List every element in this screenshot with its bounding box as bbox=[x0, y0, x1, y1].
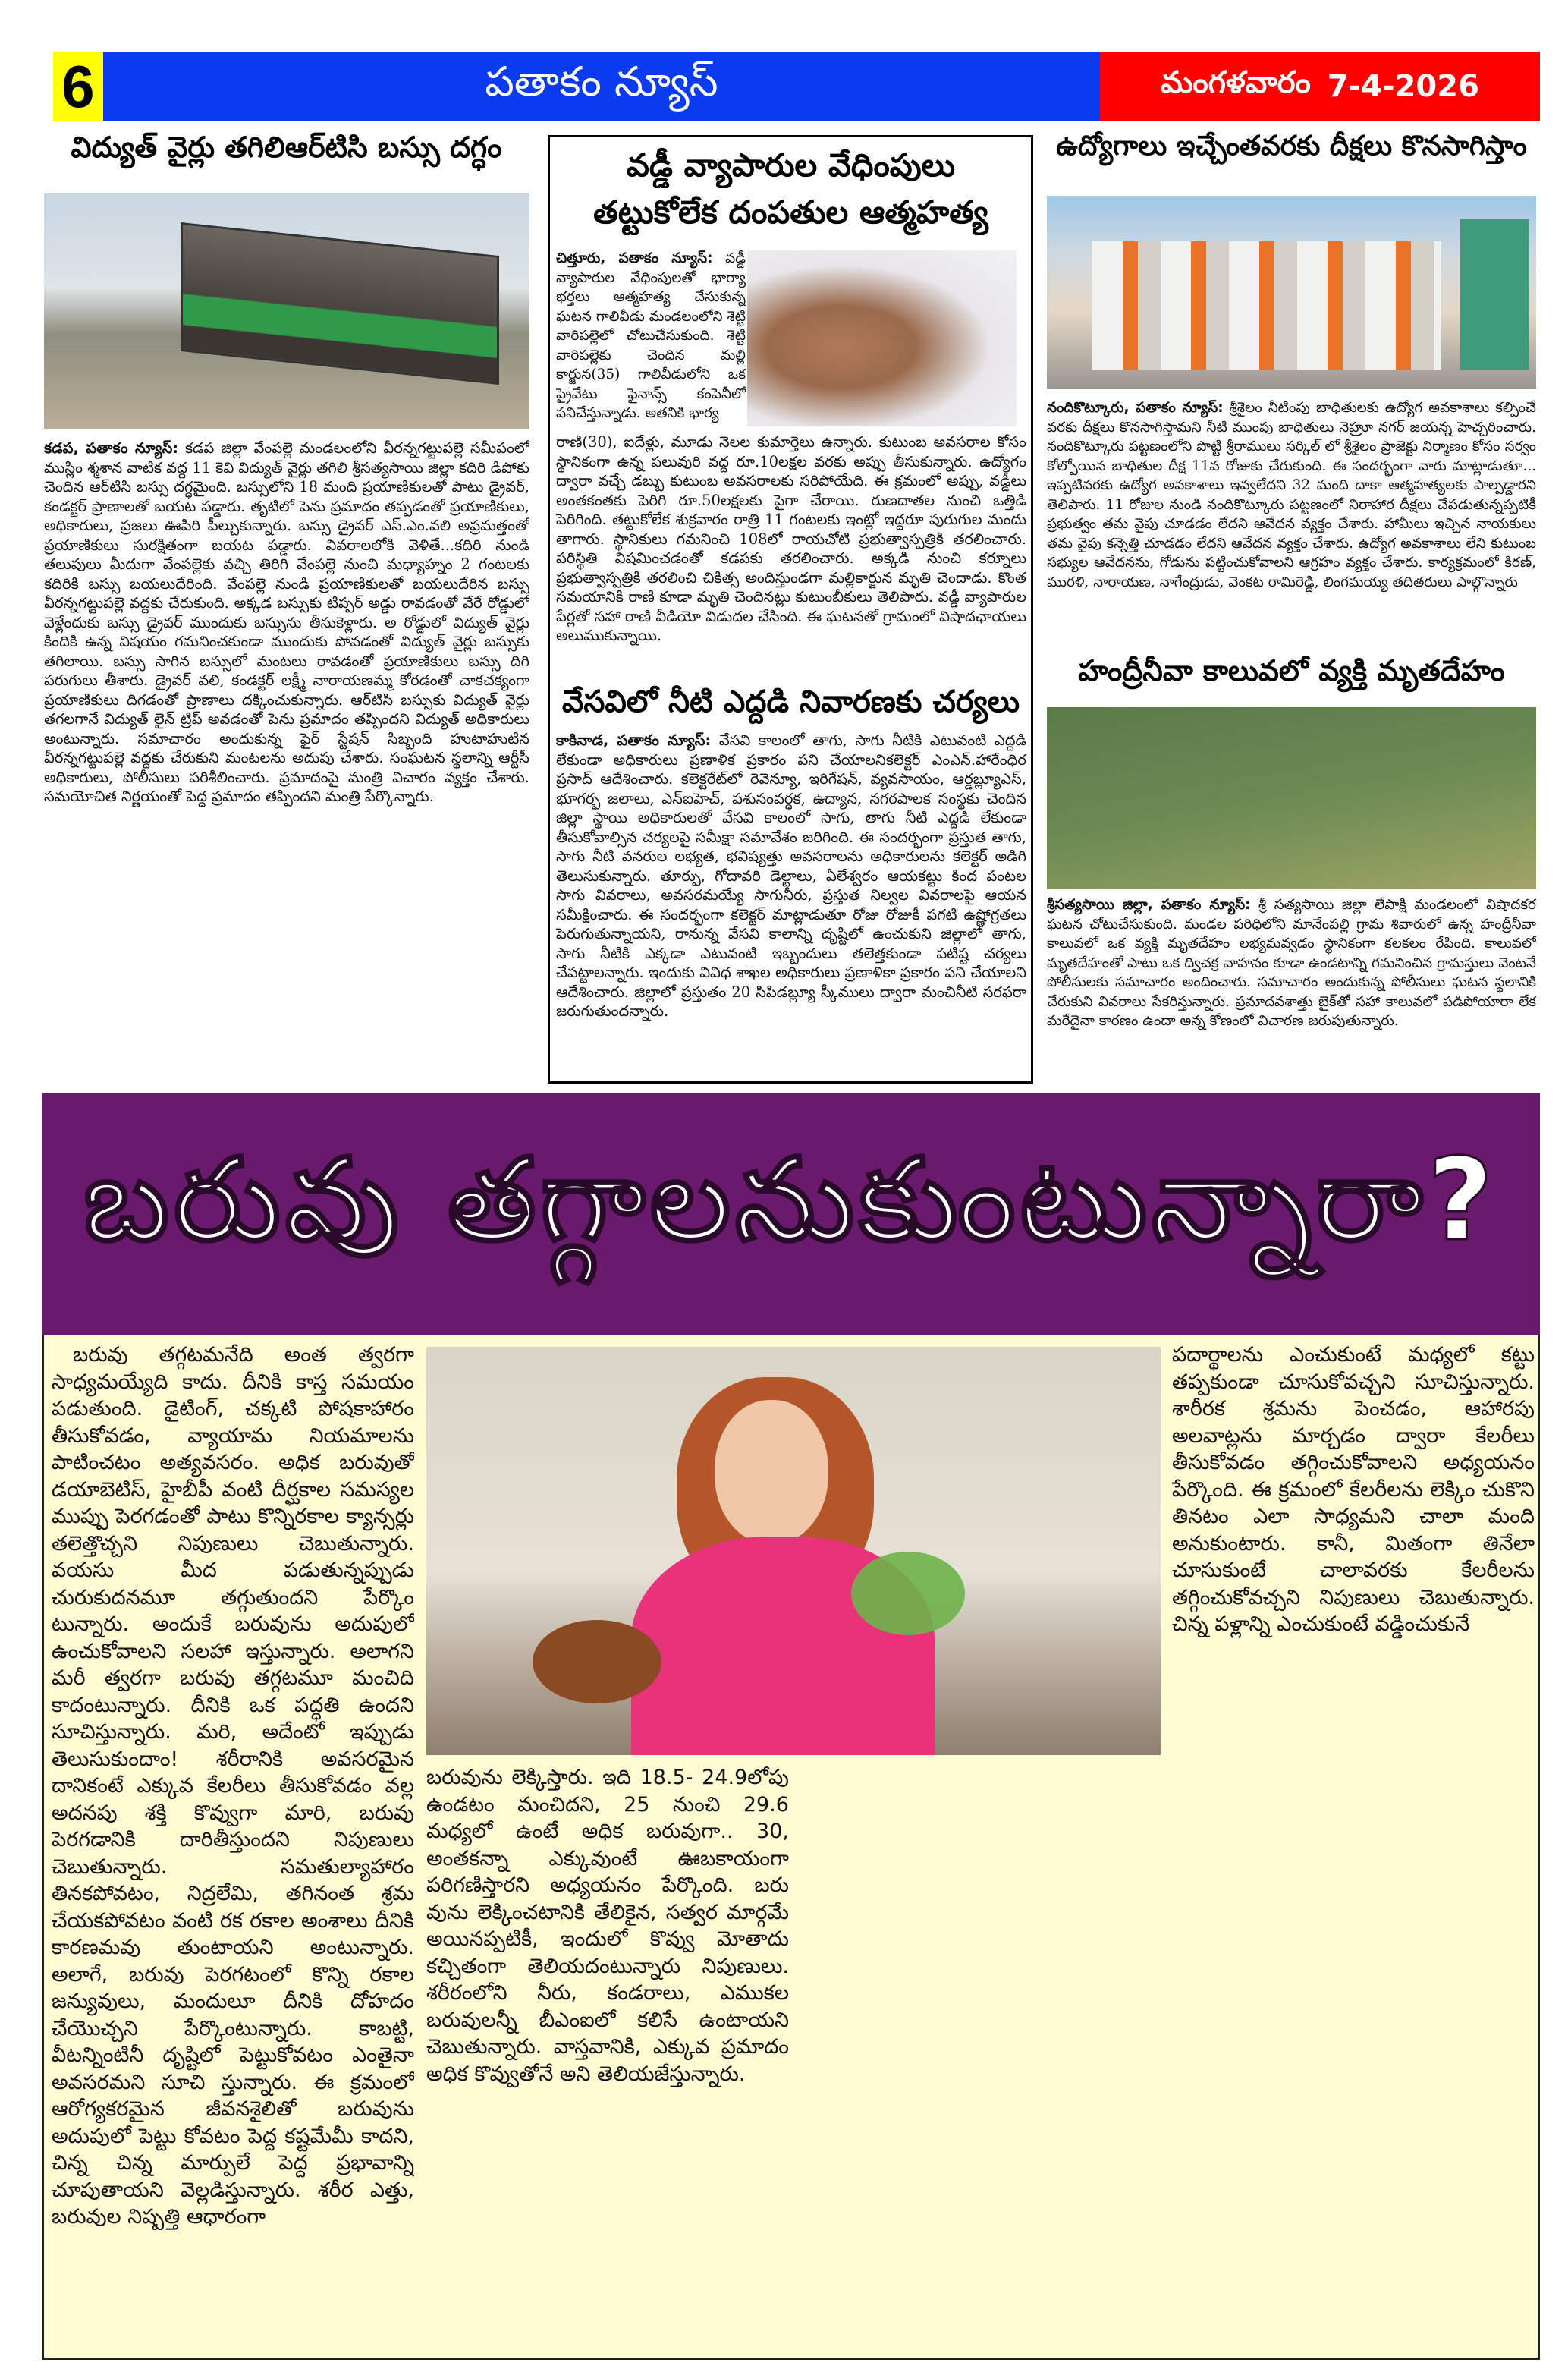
page-number: 6 bbox=[53, 52, 103, 121]
dateline: శ్రీసత్యసాయి జిల్లా, పతాకం న్యూస్: bbox=[1047, 897, 1251, 913]
article-text: శ్రీశైలం నీటింపు బాధితులకు ఉద్యోగ అవకాశాలు కల్పించే వరకు దీక్షలు కొనసాగిస్తామని నీటి ముంపు బాధితులు నెహ్రూ నగర్ జయన్న హెచ్చరించారు. నందికొట్కూరు పట్టణంలోని పొట్టి శ్రీరాములు సర్కిల్ లో శ్రీశైలం ప్రాజెక్టు నిర్మాణం కోసం సర్వం కోల్పోయిన బాధితుల దీక్ష 11వ రోజుకు చేరుకుంది. ఈ సందర్భంగా వారు మాట్లాడుతూ... ఇప్పటివరకు ఉద్యోగ అవకాశాలు ఇవ్వలేదని 32 మంది దాకా ఆత్మహత్యలకు పాల్పడ్డారని తెలిపారు. 11 రోజుల నుండి నందికొట్కూరు పట్టణంలో నిరాహార దీక్షలు చేపడుతున్నప్పటికీ ప్రభుత్వం తమ వైపు చూడడం లేదని ఆవేదన వ్యక్తం చేశారు. హామీలు ఇచ్చిన నాయకులు తమ వైపు కన్నెత్తి చూడడం లేదని ఆవేదన వ్యక్తం చేశారు. ఉద్యోగ అవకాశాలు లేని కుటుంబ సభ్యుల ఆవేదనను, గోడును పట్టించుకోవాలని ఆగ్రహం వ్యక్తం చేశారు. కార్యక్రమంలో కిరణ్, మురళి, నారాయణ, నాగేంద్రుడు, వెంకట రామిరెడ్డి, లింగమయ్య తదితరులు పాల్గొన్నారు bbox=[1047, 400, 1536, 590]
canal-water-photo bbox=[1047, 707, 1536, 889]
water-headline: వేసవిలో నీటి ఎద్దడి నివారణకు చర్యలు bbox=[561, 684, 1020, 719]
protest-body bbox=[1047, 398, 1536, 649]
feature-column-1: బరువు తగ్గటమనేది అంత త్వరగా సాధ్యమయ్యేది కాదు. దీనికి కాస్త సమయం పడుతుంది. డైటింగ్, చక్కటి పోషకాహారం తీసుకోవడం, వ్యాయామ నియమాలను పాటించటం అత్యవసరం. అధిక బరువుతో డయాబెటిస్, హైబీపీ వంటి దీర్ఘకాల సమస్యల ముప్పు పెరగడంతో పాటు కొన్నిరకాల క్యాన్సర్లు తలెత్తొచ్చని నిపుణులు చెబుతున్నారు. వయసు మీద పడుతున్నప్పుడు చురుకుదనమూ తగ్గుతుందని పేర్కొం టున్నారు. అందుకే బరువును అదుపులో ఉంచుకోవాలని సలహా ఇస్తున్నారు. అలాగని మరీ త్వరగా బరువు తగ్గటమూ మంచిది కాదంటున్నారు. దీనికి ఒక పద్ధతి ఉందని సూచిస్తున్నారు. మరి, అదేంటో ఇప్పుడు తెలుసుకుందాం! శరీరానికి అవసరమైన దానికంటే ఎక్కువ కేలరీలు తీసుకోవడం వల్ల అదనపు శక్తి కొవ్వుగా మారి, బరువు పెరగడానికి దారితీస్తుందని నిపుణులు చెబుతున్నారు. సమతుల్యాహారం తినకపోవటం, నిద్రలేమి, తగినంత శ్రమ చేయకపోవటం వంటి రక రకాల అంశాలు దీనికి కారణమవు తుంటాయని అంటున్నారు. అలాగే, బరువు పెరగటంలో కొన్ని రకాల జన్యువులు, మందులూ దీనికి దోహదం చేయొచ్చని పేర్కొంటున్నారు. కాబట్టి, వీటన్నింటినీ దృష్టిలో పెట్టుకోవటం ఎంతైనా అవసరమని సూచి స్తున్నారు. ఈ క్రమంలో ఆరోగ్యకరమైన జీవనశైలితో బరువును అదుపులో పెట్టు కోవటం పెద్ద కష్టమేమీ కాదని, చిన్న చిన్న మార్పులే పెద్ద ప్రభావాన్ని చూపుతాయని వెల్లడిస్తున్నారు. శరీర ఎత్తు, బరువుల నిష్పత్తి ఆధారంగా bbox=[52, 1343, 414, 2229]
feature-column-2: బరువును లెక్కిస్తారు. ఇది 18.5- 24.9లోపు ఉండటం మంచిదని, 25 నుంచి 29.6 మధ్యలో ఉంటే అధిక బరువుగా.. 30, అంతకన్నా ఎక్కువుంటే ఊబకాయంగా పరిగణిస్తారని అధ్యయనం పేర్కొంది. బరు వును లెక్కించటానికి తేలికైన, సత్వర మార్గమే అయినప్పటికీ, ఇందులో కొవ్వు మోతాదు కచ్చితంగా తెలియదంటున్నారు నిపుణులు. శరీరంలోని నీరు, కండరాలు, ఎముకల బరువులన్నీ బీఎంఐలో కలిసే ఉంటాయని చెబుతున్నారు. వాస్తవానికి, ఎక్కువ ప్రమాదం అధిక కొవ్వుతోనే అని తెలియజేస్తున్నారు. bbox=[426, 1766, 789, 2086]
suicide-headline-line2: తట్టుకోలేక దంపతుల ఆత్మహత్య bbox=[593, 193, 988, 231]
canal-body bbox=[1047, 895, 1536, 1081]
protesters-with-garlands-photo bbox=[1047, 196, 1536, 389]
issue-date-bar bbox=[1100, 52, 1540, 121]
suicide-headline-line1: వడ్డీ వ్యాపారుల వేధింపులు bbox=[627, 146, 955, 184]
canal-headline: హంద్రీనీవా కాలువలో వ్యక్తి మృతదేహం bbox=[1078, 654, 1505, 687]
feature-headline-banner bbox=[42, 1093, 1540, 1335]
article-text: కడప జిల్లా వేంపల్లె మండలంలోని వీరన్నగట్టుపల్లె సమీపంలో ముస్లిం శ్మశాన వాటిక వద్ద 11 కెవి విద్యుత్ వైర్లు తగిలి శ్రీసత్యసాయి జిల్లా కదిరి డిపోకు చెందిన ఆర్‌టిసి బస్సు దగ్ధమైంది. బస్సులోని 18 మంది ప్రయాణికులతో పాటు డ్రైవర్, కండక్టర్ ప్రాణాలతో బయట పడ్డారు. తృటిలో పెను ప్రమాదం తప్పడంతో ప్రయాణికులు, అధికారులు, ప్రజలు ఊపిరి పీల్చుకున్నారు. బస్సు డ్రైవర్ ఎస్.ఎం.వలి అప్రమత్తంతో ప్రయాణికులు సురక్షితంగా బయట పడ్డారు. వివరాలలోకి వెళితే...కదిరి నుండి తలుపులు మీదుగా వేంపల్లెకు వచ్చి తిరిగి వేంపల్లె నుంచి మధ్యాహ్నం 2 గంటలకు కదిరికి బస్సు బయలుదేరింది. వేంపల్లె నుండి ప్రయాణికులతో బయలుదేరిన బస్సు వీరన్నగట్టుపల్లె వద్దకు చేరుకుంది. అక్కడ బస్సుకు టిప్పర్ అడ్డు రావడంతో వేరే రోడ్డులో వెళ్లేందుకు బస్సు డ్రైవర్ ముందుకు బస్సును తీసుకెళ్లారు. అ రోడ్డులో విద్యుత్ వైర్లు కిందికి ఉన్న విషయం గమనించకుండా ముందుకు పోవడంతో విద్యుత్ వైర్లు బస్సుకు తగిలాయి. బస్సు సాగిన బస్సులో మంటలు రావడంతో ప్రయాణికులు బస్సు దిగి పరుగులు తీశారు. డ్రైవర్ వలి, కండక్టర్ లక్ష్మీ నారాయణమ్మ కోరడంతో చాకచక్యంగా ప్రయాణికులు దిగడంతో ప్రాణాలు దక్కించుకున్నారు. ఆర్‌టిసి బస్సుకు విద్యుత్ వైర్లు తగలగానే విద్యుత్ లైన్ ట్రిప్ అవడంతో పెను ప్రమాదం తప్పిందని విద్యుత్ అధికారులు అంటున్నారు. సమాచారం అందుకున్న ఫైర్ స్టేషన్ సిబ్బంది హుటాహుటిన వీరన్నగట్టుపల్లె వద్దకు చేరుకుని మంటలను అదుపు చేశారు. సంఘటన స్థలాన్ని ఆర్టీసీ అధికారులు, పోలీసులు పరిశీలించారు. ప్రమాదంపై మంత్రి విచారం వ్యక్తం చేశారు. సమయోచిత నిర్ణయంతో పెద్ద ప్రమాదం తప్పిందని మంత్రి పేర్కొన్నారు. bbox=[44, 439, 529, 805]
woman-choosing-between-junk-food-and-salad-photo bbox=[426, 1347, 1161, 1755]
newspaper-title: పతాకం న్యూస్ bbox=[103, 52, 1100, 121]
issue-date: 7-4-2026 bbox=[1327, 69, 1479, 104]
suicide-body: రాణి(30), ఐదేళ్లు, మూడు నెలల కుమార్తెలు ఉన్నారు. కుటుంబ అవసరాల కోసం స్థానికంగా ఉన్న పలువురి వద్ద రూ.10లక్షల వరకు అప్పు తీసుకున్నారు. ఉద్యోగం ద్వారా వచ్చే డబ్బు కుటుంబ అవసరాలకు సరిపోయేది. ఈ క్రమంలో అప్పు, వడ్డీలు అంతకంతకు పెరిగి రూ.50లక్షలకు పైగా చేరాయి. రుణదాతల నుంచి ఒత్తిడి పెరిగింది. తట్టుకోలేక శుక్రవారం రాత్రి 11 గంటలకు ఇంట్లో ఇద్దరూ పురుగుల మందు తాగారు. స్థానికులు గమనించి 108లో రాయచోటి ప్రభుత్వాస్పత్రికి తరలించారు. పరిస్థితి విషమించడంతో కడపకు తరలించారు. అక్కడి నుంచి కర్నూలు ప్రభుత్వాస్పత్రికి తరలించి చికిత్స అందిస్తుండగా మల్లికార్జున మృతి చెందాడు. కొంత సమయానికి రాణి కూడా మృతి చెందినట్లు కుటుంబీకులు తెలిపారు. వడ్డీ వ్యాపారుల పేర్లతో సహా రాణి వీడియో విడుదల చేసింది. ఈ ఘటనతో గ్రామంలో విషాదఛాయలు అలుముకున్నాయి. bbox=[556, 433, 1026, 644]
issue-day: మంగళవారం bbox=[1161, 65, 1311, 100]
dateline: చిత్తూరు, పతాకం న్యూస్: bbox=[556, 250, 713, 266]
dateline: నందికొట్కూరు, పతాకం న్యూస్: bbox=[1047, 400, 1224, 416]
dateline: కాకినాడ, పతాకం న్యూస్: bbox=[556, 731, 712, 749]
suicide-body-side bbox=[556, 249, 746, 431]
man-on-hospital-bed-photo bbox=[747, 250, 1017, 426]
burnt-bus-photo bbox=[44, 193, 529, 429]
article-text: వడ్డీ వ్యాపారుల వేధింపులతో భార్యా భర్తలు ఆత్మహత్య చేసుకున్న ఘటన గాలివీడు మండలంలోని శెట్టి వారిపల్లెలో చోటుచేసుకుంది. శెట్టి వారిపల్లెకు చెందిన మల్లి కార్జున(35) గాలివీడులోని ఒక ప్రైవేటు ఫైనాన్స్ కంపెనీలో పనిచేస్తున్నాడు. అతనికి భార్య bbox=[556, 250, 746, 421]
feature-column-4: పదార్థాలను ఎంచుకుంటే మధ్యలో కట్టు తప్పకుండా చూసుకోవచ్చని సూచిస్తున్నారు. శారీరక శ్రమను పెంచడం, ఆహారపు అలవాట్లను మార్చడం ద్వారా కేలరీలు తీసుకోవడం తగ్గించుకోవాలని అధ్యయనం పేర్కొంది. ఈ క్రమంలో కేలరీలను లెక్కిం చుకొని తినటం ఎలా సాధ్యమని చాలా మంది అనుకుంటారు. కానీ, మితంగా తినేలా చూసుకుంటే చాలావరకు కేలరీలను తగ్గించుకోవచ్చని నిపుణులు చెబుతున్నారు. చిన్న పళ్లాన్ని ఎంచుకుంటే వడ్డించుకునే bbox=[1172, 1343, 1535, 1636]
bus-fire-body bbox=[44, 439, 529, 1084]
article-text: వేసవి కాలంలో తాగు, సాగు నీటికి ఎటువంటి ఎద్దడి లేకుండా అధికారులు ప్రణాళిక ప్రకారం పని చేయాలనికలెక్టర్ ఎంఎన్.హారేంధిర ప్రసాద్ ఆదేశించారు. కలెక్టరేట్‌లో రెవెన్యూ, ఇరిగేషన్, వ్యవసాయం, ఆర్డబ్ల్యూఎస్, భూగర్భ జలాలు, ఎన్ఐహెచ్, పశుసంవర్ధక, ఉద్యాన, నగరపాలక సంస్థకు చెందిన జిల్లా స్థాయి అధికారులతో వేసవి కాలంలో సాగు, తాగు నీటి ఎద్దడి లేకుండా తీసుకోవాల్సిన చర్యలపై సమీక్షా సమావేశం జరిగింది. ఈ సందర్భంగా ప్రస్తుత తాగు, సాగు నీటి వనరుల లభ్యత, భవిష్యత్తు అవసరాలను అధికారులను కలెక్టర్ అడిగి తెలుసుకున్నారు. తూర్పు, గోదావరి డెల్టాలు, ఏలేశ్వరం ఆయకట్టు కింద పంటల సాగు వివరాలు, అవసరమయ్యే సాగునీరు, ప్రస్తుత నిల్వల వివరాలపై ఆయన సమీక్షించారు. ఈ సందర్భంగా కలెక్టర్ మాట్లాడుతూ రోజు రోజుకీ పగటి ఉష్ణోగ్రతలు పెరుగుతున్నాయని, రానున్న వేసవి కాలాన్ని దృష్టిలో ఉంచుకుని జిల్లాలో తాగు, సాగు నీటికి ఎక్కడా ఎటువంటి ఇబ్బందులు తలెత్తకుండా పటిష్ట చర్యలు చేపట్టాలన్నారు. ఇందుకు వివిధ శాఖల అధికారులు ప్రణాళికా ప్రకారం పని చేయాలని ఆదేశించారు. జిల్లాలో ప్రస్తుతం 20 సిపిడబ్ల్యూ స్కీములు ద్వారా మంచినీటి సరఫరా జరుగుతుందన్నారు. bbox=[556, 731, 1026, 1020]
bus-fire-headline: విద్యుత్ వైర్లు తగిలిఆర్‌టిసి బస్సు దగ్ధం bbox=[71, 131, 502, 164]
protest-headline: ఉద్యోగాలు ఇచ్చేంతవరకు దీక్షలు కొనసాగిస్తాం bbox=[1056, 131, 1527, 162]
water-body bbox=[556, 731, 1026, 1076]
dateline: కడప, పతాకం న్యూస్: bbox=[44, 439, 179, 457]
feature-headline: బరువు తగ్గాలనుకుంటున్నారా? bbox=[83, 1134, 1498, 1266]
feature-column-3 bbox=[797, 1764, 1159, 2356]
article-text: శ్రీ సత్యసాయి జిల్లా లేపాక్షి మండలంలో విషాదకర ఘటన చోటుచేసుకుంది. మండల పరిధిలోని మానేంపల్లి గ్రామ శివారులో ఉన్న హంద్రీనీవా కాలువలో ఒక వ్యక్తి మృతదేహం లభ్యమవ్వడం స్థానికంగా కలకలం రేపింది. కాలువలో మృతదేహంతో పాటు ఒక ద్విచక్ర వాహనం కూడా ఉండటాన్ని గమనించిన గ్రామస్తులు వెంటనే పోలీసులకు సమాచారం అందించారు. సమాచారం అందుకున్న పోలీసులు ఘటన స్థలానికి చేరుకుని వివరాలు సేకరిస్తున్నారు. ప్రమాదవశాత్తు బైక్‌తో సహా కాలువలో పడిపోయారా లేక మరేదైనా కారణం ఉందా అన్న కోణంలో విచారణ జరుపుతున్నారు. bbox=[1047, 897, 1536, 1029]
